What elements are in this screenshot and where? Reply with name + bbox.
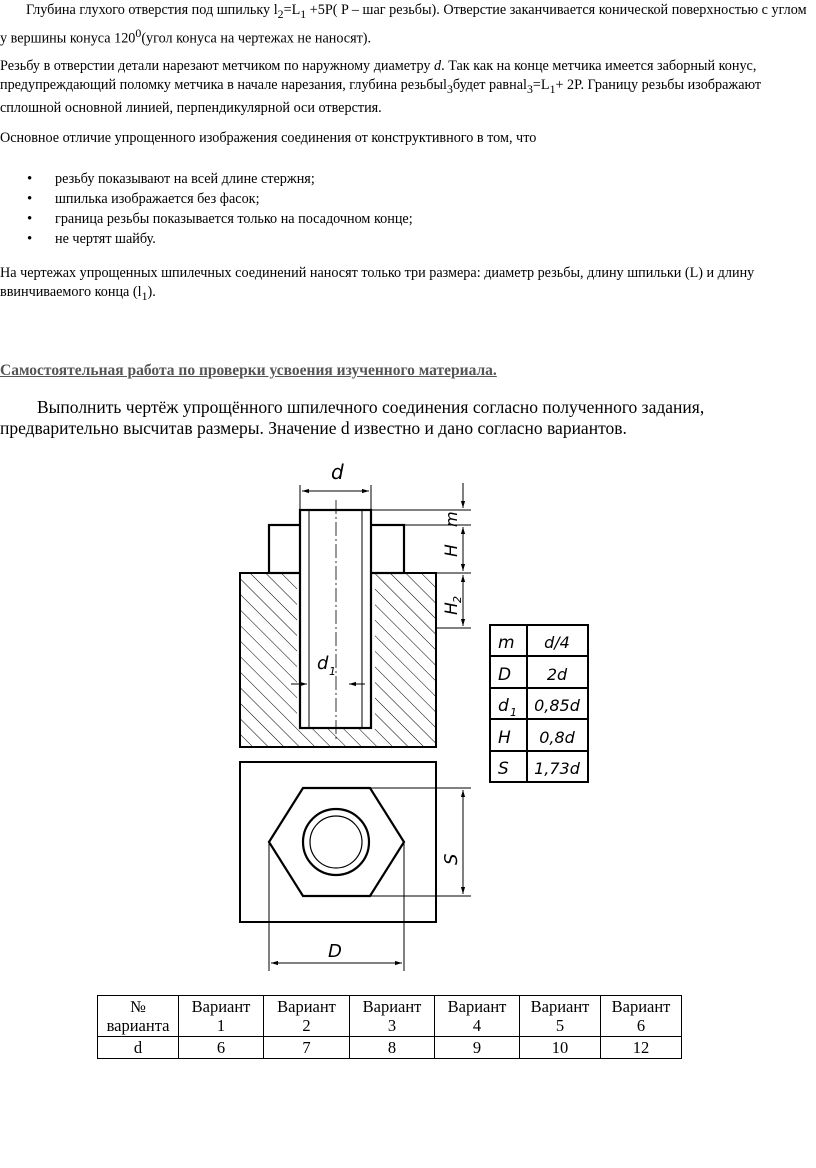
table-header-cell: Вариант 3 — [350, 996, 435, 1037]
label-H2 — [442, 596, 464, 615]
label-d1: d — [317, 653, 329, 674]
ratio-name: m — [498, 633, 515, 653]
task-paragraph: Выполнить чертёж упрощённого шпилечного соединения согласно полученного задания, предварительно высчитав размеры. Значение d известно и дано согласно вариантов. — [0, 397, 705, 438]
ratio-name: d — [498, 696, 509, 716]
variants-table — [97, 995, 682, 1059]
ratio-value: 2d — [546, 665, 568, 684]
ratio-name-sub: 1 — [510, 706, 517, 719]
label-d1-sub: 1 — [329, 665, 336, 678]
stud — [300, 500, 371, 740]
table-header-cell: Вариант 6 — [601, 996, 682, 1037]
label-D: D — [328, 941, 342, 962]
table-cell: 10 — [520, 1037, 601, 1059]
ratio-value: 1,73d — [534, 759, 580, 778]
ratio-name: D — [498, 665, 512, 685]
table-header-cell: Вариант 4 — [435, 996, 520, 1037]
label-H: H — [442, 544, 462, 557]
table-cell: 8 — [350, 1037, 435, 1059]
table-cell: 12 — [601, 1037, 682, 1059]
table-row — [98, 996, 682, 1037]
label-d: d — [331, 460, 344, 484]
paragraph-thread-cutting: Резьбу в отверстии детали нарезают метчиком по наружному диаметру d. Так как на конце метчика имеется заборный конус, предупреждающий поломку метчика в начале нарезания, глубина резьбыl$_3$будет $равнаl_3=L_1+ 2P$. Границу резьбы изображают сплошной основной линией, перпендикулярной оси отверстия. — [0, 58, 762, 116]
ratio-name: H — [498, 728, 511, 748]
list-item: • не чертят шайбу. — [0, 229, 413, 249]
table-cell: 7 — [264, 1037, 350, 1059]
stud-connection-drawing — [225, 455, 595, 980]
label-H2-sub: 2 — [451, 596, 464, 603]
table-header-corner: № варианта — [98, 996, 179, 1037]
label-H2-main: H — [442, 602, 462, 615]
paragraph-hole-depth: Глубина глухого отверстия под шпильку $l_2=L_1 +5P$( P – шаг резьбы). Отверстие заканчивается конической поверхностью с углом у вершины конуса $120^0(угол$ конуса на чертежах не наносят). — [0, 2, 807, 47]
list-item: • шпилька изображается без фасок; — [0, 189, 413, 209]
ratio-name: S — [498, 759, 509, 779]
table-row-label: d — [98, 1037, 179, 1059]
table-cell: 6 — [179, 1037, 264, 1059]
dimension-d — [300, 485, 371, 510]
list-item: • граница резьбы показывается только на посадочном конце; — [0, 209, 413, 229]
table-cell: 9 — [435, 1037, 520, 1059]
table-header-cell: Вариант 1 — [179, 996, 264, 1037]
label-m: m — [442, 511, 461, 527]
ratio-value: d/4 — [544, 633, 570, 652]
label-S: S — [441, 853, 462, 865]
list-item: • резьбу показывают на всей длине стержня; — [0, 169, 413, 189]
section-heading: Самостоятельная работа по проверки усвоения изученного материала. — [0, 362, 497, 379]
paragraph-main-difference: Основное отличие упрощенного изображения соединения от конструктивного в том, что — [0, 130, 537, 146]
table-header-cell: Вариант 2 — [264, 996, 350, 1037]
difference-list — [0, 169, 413, 249]
table-header-cell: Вариант 5 — [520, 996, 601, 1037]
paragraph-dimensions: На чертежах упрощенных шпилечных соединений наносят только три размера: диаметр резьбы, длину шпильки (L) и длину ввинчиваемого конца $(l_1)$. — [0, 265, 755, 303]
ratio-value: 0,8d — [539, 728, 575, 747]
ratio-value: 0,85d — [534, 696, 580, 715]
table-row — [98, 1037, 682, 1059]
